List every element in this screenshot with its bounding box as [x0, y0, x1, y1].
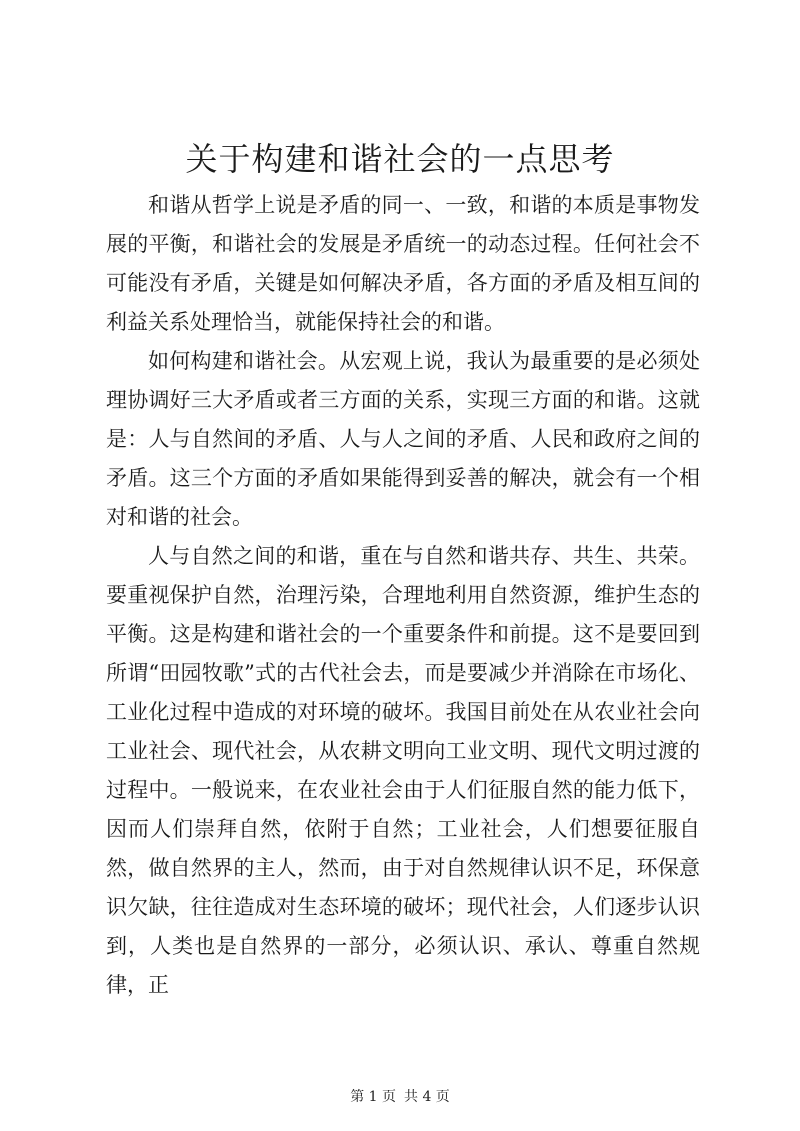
paragraph-2: 如何构建和谐社会。从宏观上说，我认为最重要的是必须处理协调好三大矛盾或者三方面的关系，实现三方面的和谐。这就是：人与自然间的矛盾、人与人之间的矛盾、人民和政府之间的矛盾。这三个方面的矛盾如果能得到妥善的解决，就会有一个相对和谐的社会。	[106, 349, 700, 529]
page-number: 第 1 页	[350, 1089, 396, 1105]
document-body	[106, 186, 700, 1005]
paragraph-1: 和谐从哲学上说是矛盾的同一、一致，和谐的本质是事物发展的平衡，和谐社会的发展是矛盾统一的动态过程。任何社会不可能没有矛盾，关键是如何解决矛盾，各方面的矛盾及相互间的利益关系处理恰当，就能保持社会的和谐。	[106, 193, 700, 334]
page-footer	[0, 1088, 800, 1106]
paragraph-3: 人与自然之间的和谐，重在与自然和谐共存、共生、共荣。要重视保护自然，治理污染，合理地利用自然资源，维护生态的平衡。这是构建和谐社会的一个重要条件和前提。这不是要回到所谓“田园牧歌”式的古代社会去，而是要减少并消除在市场化、工业化过程中造成的对环境的破坏。我国目前处在从农业社会向工业社会、现代社会，从农耕文明向工业文明、现代文明过渡的过程中。一般说来，在农业社会由于人们征服自然的能力低下，因而人们崇拜自然，依附于自然；工业社会，人们想要征服自然，做自然界的主人，然而，由于对自然规律认识不足，环保意识欠缺，往往造成对生态环境的破坏；现代社会，人们逐步认识到，人类也是自然界的一部分，必须认识、承认、尊重自然规律，正	[106, 544, 700, 997]
document-title: 关于构建和谐社会的一点思考	[185, 140, 615, 178]
page-total: 共 4 页	[404, 1089, 450, 1105]
